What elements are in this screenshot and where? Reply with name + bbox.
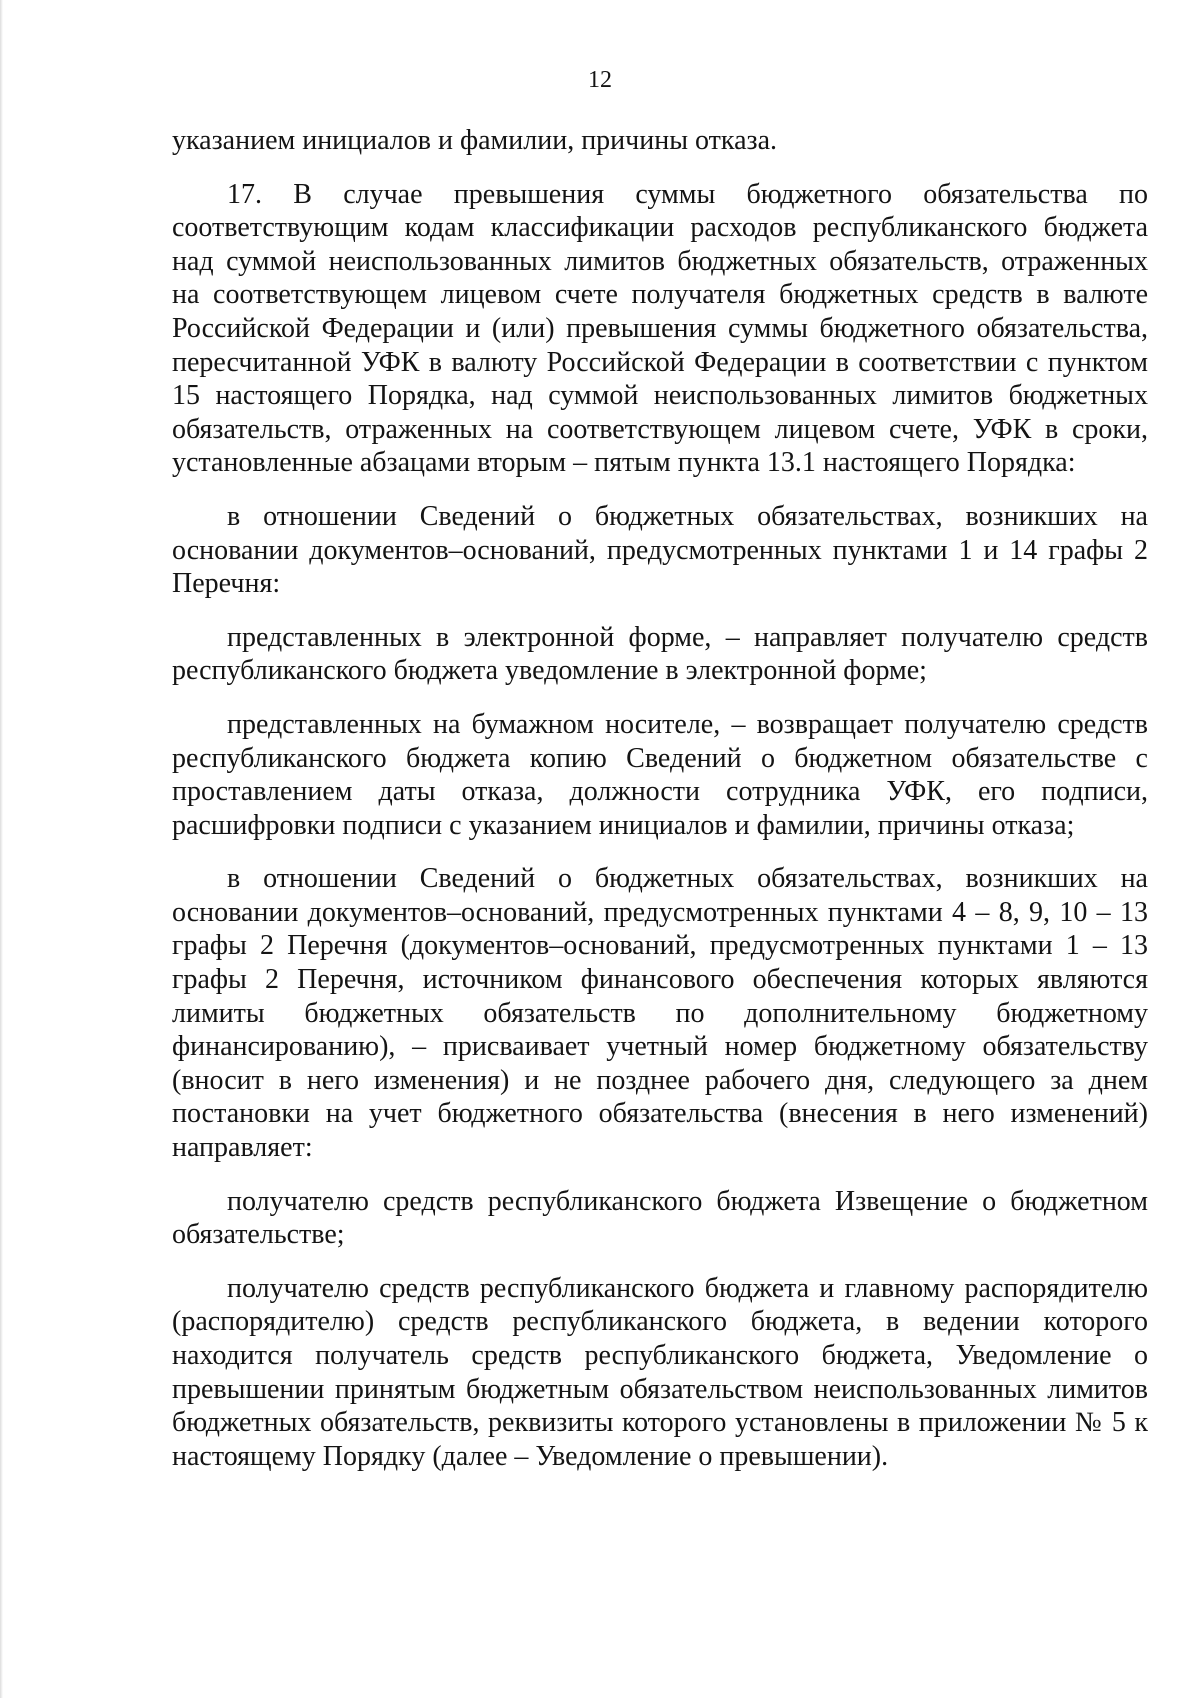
document-body <box>172 124 1148 1493</box>
paragraph-excess-notice: получателю средств республиканского бюджета и главному распорядителю (распорядителю) средств республиканского бюджета, в ведении которого находится получатель средств республиканского бюджета, Уведомление о превышении принятым бюджетным обязательством неиспользованных лимитов бюджетных обязательств, реквизиты которого установлены в приложении № 5 к настоящему Порядку (далее – Уведомление о превышении). <box>172 1272 1148 1472</box>
paragraph-paper-form: представленных на бумажном носителе, – возвращает получателю средств республиканского бюджета копию Сведений о бюджетном обязательстве с проставлением даты отказа, должности сотрудника УФК, его подписи, расшифровки подписи с указанием инициалов и фамилии, причины отказа; <box>172 708 1148 841</box>
paragraph-notice-recipient: получателю средств республиканского бюджета Извещение о бюджетном обязательстве; <box>172 1185 1148 1251</box>
scan-edge-shadow <box>0 0 3 1698</box>
page-number: 12 <box>588 67 612 93</box>
paragraph-electronic-form: представленных в электронной форме, – направляет получателю средств республиканского бюджета уведомление в электронной форме; <box>172 621 1148 687</box>
paragraph-item-17: 17. В случае превышения суммы бюджетного обязательства по соответствующим кодам классификации расходов республиканского бюджета над суммой неиспользованных лимитов бюджетных обязательств, отраженных на соответствующем лицевом счете получателя бюджетных средств в валюте Российской Федерации и (или) превышения суммы бюджетного обязательства, пересчитанной УФК в валюту Российской Федерации в соответствии с пунктом 15 настоящего Порядка, над суммой неиспользованных лимитов бюджетных обязательств, отраженных на соответствующем лицевом счете, УФК в сроки, установленные абзацами вторым – пятым пункта 13.1 настоящего Порядка: <box>172 178 1148 479</box>
paragraph-continuation: указанием инициалов и фамилии, причины отказа. <box>172 125 777 156</box>
paragraph-points-1-14: в отношении Сведений о бюджетных обязательствах, возникших на основании документов–оснований, предусмотренных пунктами 1 и 14 графы 2 Перечня: <box>172 500 1148 600</box>
paragraph-points-4-13: в отношении Сведений о бюджетных обязательствах, возникших на основании документов–оснований, предусмотренных пунктами 4 – 8, 9, 10 – 13 графы 2 Перечня (документов–оснований, предусмотренных пунктами 1 – 13 графы 2 Перечня, источником финансового обеспечения которых являются лимиты бюджетных обязательств по дополнительному бюджетному финансированию), – присваивает учетный номер бюджетному обязательству (вносит в него изменения) и не позднее рабочего дня, следующего за днем постановки на учет бюджетного обязательства (внесения в него изменений) направляет: <box>172 863 1148 1164</box>
